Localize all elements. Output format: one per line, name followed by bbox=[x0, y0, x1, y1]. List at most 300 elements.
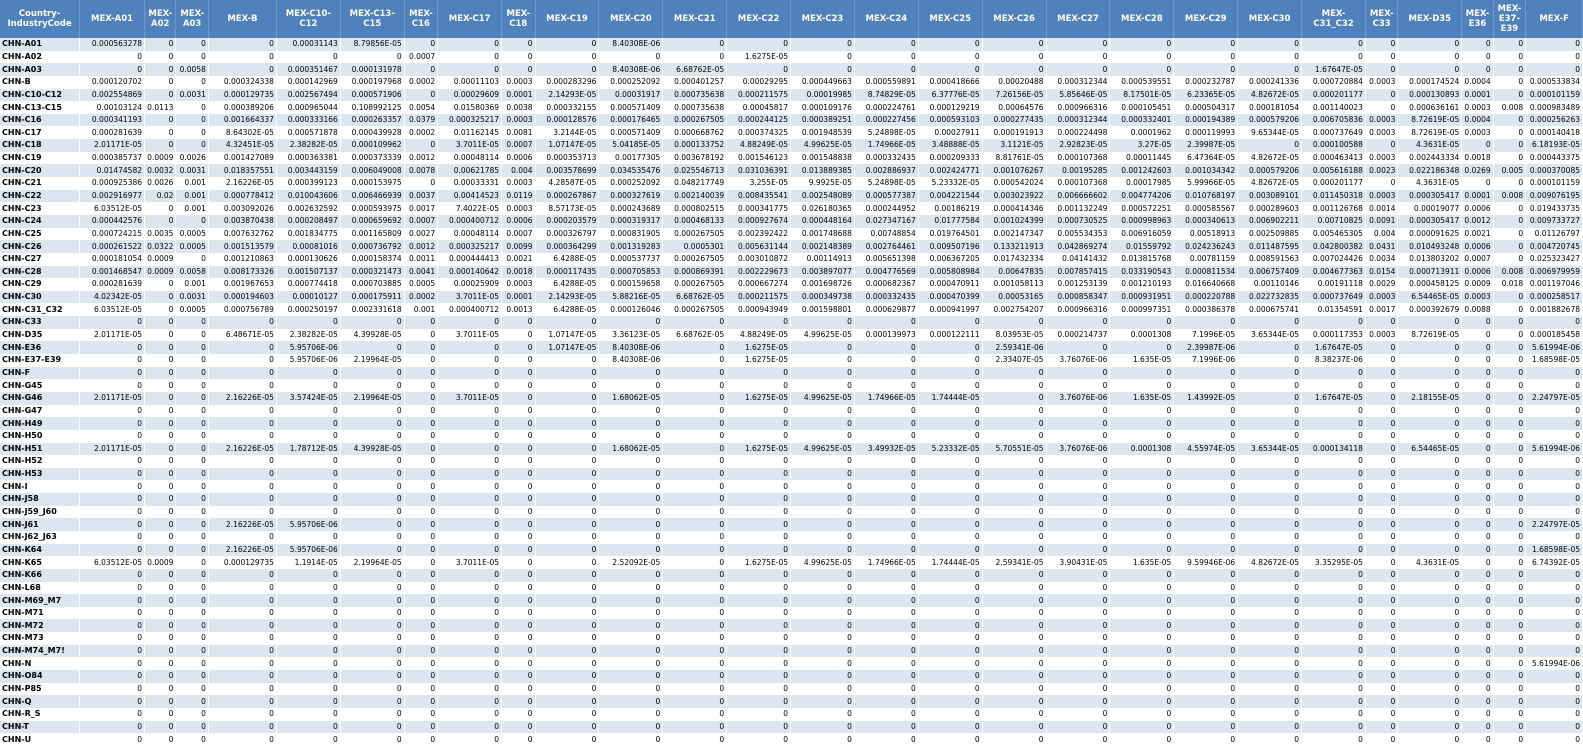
table-cell[interactable]: 0 bbox=[535, 379, 599, 392]
table-cell[interactable]: 0.042869274 bbox=[1046, 240, 1110, 253]
table-cell[interactable]: 0 bbox=[791, 708, 855, 721]
table-cell[interactable]: 0 bbox=[80, 417, 145, 430]
table-cell[interactable]: 0 bbox=[145, 443, 176, 456]
table-cell[interactable]: 0.000389206 bbox=[208, 101, 276, 114]
table-cell[interactable]: 0 bbox=[1462, 518, 1493, 531]
table-cell[interactable]: 0.000333166 bbox=[276, 114, 340, 127]
table-cell[interactable]: 0.000925386 bbox=[80, 177, 145, 190]
table-cell[interactable]: 2.16226E-05 bbox=[208, 443, 276, 456]
table-cell[interactable]: 0 bbox=[918, 544, 982, 557]
table-cell[interactable]: 0.0054 bbox=[404, 101, 438, 114]
table-cell[interactable]: 0 bbox=[1174, 695, 1238, 708]
table-cell[interactable]: 0 bbox=[1046, 721, 1110, 734]
table-cell[interactable]: 0 bbox=[1493, 556, 1525, 569]
table-cell[interactable]: 0 bbox=[727, 63, 791, 76]
table-cell[interactable]: 0 bbox=[1398, 544, 1462, 557]
table-cell[interactable]: 0 bbox=[854, 480, 918, 493]
table-cell[interactable]: 0 bbox=[791, 594, 855, 607]
table-cell[interactable]: 0 bbox=[791, 733, 855, 746]
table-cell[interactable]: 0 bbox=[502, 619, 536, 632]
table-cell[interactable]: 0 bbox=[1493, 632, 1525, 645]
table-cell[interactable]: 0.000351467 bbox=[276, 63, 340, 76]
table-cell[interactable]: 0 bbox=[854, 354, 918, 367]
row-label[interactable]: CHN-K66 bbox=[0, 569, 80, 582]
table-cell[interactable]: 0.000448164 bbox=[791, 215, 855, 228]
table-cell[interactable]: 0 bbox=[1174, 316, 1238, 329]
table-cell[interactable]: 0.000400712 bbox=[438, 303, 502, 316]
table-cell[interactable]: 0 bbox=[918, 619, 982, 632]
table-cell[interactable]: 0 bbox=[663, 493, 727, 506]
table-cell[interactable]: 0 bbox=[404, 329, 438, 342]
table-cell[interactable]: 0 bbox=[438, 51, 502, 64]
table-cell[interactable]: 0 bbox=[438, 379, 502, 392]
table-cell[interactable]: 0 bbox=[791, 417, 855, 430]
table-cell[interactable]: 0 bbox=[1493, 455, 1525, 468]
table-cell[interactable]: 0.000133752 bbox=[663, 139, 727, 152]
table-cell[interactable]: 0 bbox=[1110, 506, 1174, 519]
table-cell[interactable]: 0.011487595 bbox=[1238, 240, 1302, 253]
table-cell[interactable]: 0.0021 bbox=[502, 253, 536, 266]
table-cell[interactable]: 0 bbox=[918, 354, 982, 367]
table-cell[interactable]: 0 bbox=[1493, 367, 1525, 380]
table-cell[interactable]: 0.000400712 bbox=[438, 215, 502, 228]
table-cell[interactable]: 0.0004 bbox=[1462, 114, 1493, 127]
table-cell[interactable]: 0 bbox=[1462, 721, 1493, 734]
table-cell[interactable]: 0.0119 bbox=[502, 190, 536, 203]
table-cell[interactable]: 3.76076E-06 bbox=[1046, 392, 1110, 405]
table-cell[interactable]: 0 bbox=[80, 670, 145, 683]
table-cell[interactable]: 0 bbox=[918, 632, 982, 645]
table-cell[interactable]: 3.35295E-05 bbox=[1302, 556, 1366, 569]
table-cell[interactable]: 0 bbox=[145, 582, 176, 595]
table-cell[interactable]: 0.000965044 bbox=[276, 101, 340, 114]
row-label[interactable]: CHN-A01 bbox=[0, 38, 80, 51]
table-cell[interactable]: 0 bbox=[438, 670, 502, 683]
table-cell[interactable]: 4.82672E-05 bbox=[1238, 89, 1302, 102]
table-cell[interactable]: 0.001024399 bbox=[982, 215, 1046, 228]
table-cell[interactable]: 0 bbox=[80, 354, 145, 367]
table-cell[interactable]: 0 bbox=[1174, 405, 1238, 418]
table-cell[interactable]: 0 bbox=[599, 683, 663, 696]
table-cell[interactable]: 0.00025909 bbox=[438, 278, 502, 291]
table-cell[interactable]: 0 bbox=[502, 493, 536, 506]
table-cell[interactable]: 0.004677363 bbox=[1302, 266, 1366, 279]
row-label[interactable]: CHN-C25 bbox=[0, 228, 80, 241]
column-header[interactable]: MEX-E36 bbox=[1462, 0, 1493, 38]
table-cell[interactable]: 0 bbox=[854, 594, 918, 607]
table-cell[interactable]: 0 bbox=[176, 582, 208, 595]
table-cell[interactable]: 0.000267867 bbox=[535, 190, 599, 203]
table-cell[interactable]: 0.0005 bbox=[176, 240, 208, 253]
table-cell[interactable]: 0 bbox=[438, 695, 502, 708]
row-label[interactable]: CHN-C18 bbox=[0, 139, 80, 152]
table-cell[interactable]: 0.02 bbox=[145, 190, 176, 203]
table-cell[interactable]: 4.99625E-05 bbox=[791, 329, 855, 342]
table-cell[interactable]: 0.01474582 bbox=[80, 164, 145, 177]
table-cell[interactable]: 0.031036391 bbox=[727, 164, 791, 177]
table-cell[interactable]: 0 bbox=[1046, 645, 1110, 658]
table-cell[interactable]: 0 bbox=[1110, 341, 1174, 354]
table-cell[interactable]: 0 bbox=[145, 493, 176, 506]
row-label[interactable]: CHN-J59_J60 bbox=[0, 506, 80, 519]
row-label[interactable]: CHN-M71 bbox=[0, 607, 80, 620]
table-cell[interactable]: 0.000439928 bbox=[340, 126, 404, 139]
table-cell[interactable]: 0 bbox=[1462, 354, 1493, 367]
table-cell[interactable]: 0 bbox=[1046, 657, 1110, 670]
table-cell[interactable]: 0 bbox=[1462, 708, 1493, 721]
column-header[interactable]: MEX-C18 bbox=[502, 0, 536, 38]
table-cell[interactable]: 0 bbox=[340, 531, 404, 544]
table-cell[interactable]: 0 bbox=[1238, 493, 1302, 506]
column-header[interactable]: MEX-C19 bbox=[535, 0, 599, 38]
table-cell[interactable]: 0 bbox=[1365, 632, 1397, 645]
table-cell[interactable]: 0 bbox=[1493, 544, 1525, 557]
table-cell[interactable]: 0.0003 bbox=[1462, 126, 1493, 139]
table-cell[interactable]: 0 bbox=[208, 455, 276, 468]
table-cell[interactable]: 0 bbox=[1046, 51, 1110, 64]
table-cell[interactable]: 0 bbox=[918, 430, 982, 443]
table-cell[interactable]: 0 bbox=[1398, 506, 1462, 519]
table-cell[interactable]: 0 bbox=[176, 51, 208, 64]
table-cell[interactable]: 0 bbox=[535, 721, 599, 734]
table-cell[interactable]: 0 bbox=[176, 544, 208, 557]
table-cell[interactable]: 0.00103124 bbox=[80, 101, 145, 114]
column-header[interactable]: MEX-A02 bbox=[145, 0, 176, 38]
table-cell[interactable]: 0 bbox=[1462, 569, 1493, 582]
table-cell[interactable]: 0 bbox=[176, 607, 208, 620]
table-cell[interactable]: 0.001 bbox=[176, 177, 208, 190]
table-cell[interactable]: 0 bbox=[599, 645, 663, 658]
row-label[interactable]: CHN-D35 bbox=[0, 329, 80, 342]
table-cell[interactable]: 0.001548838 bbox=[791, 152, 855, 165]
table-cell[interactable]: 0.00019077 bbox=[1398, 202, 1462, 215]
table-cell[interactable]: 0 bbox=[1110, 594, 1174, 607]
table-cell[interactable]: 0 bbox=[502, 556, 536, 569]
table-cell[interactable]: 0 bbox=[1302, 657, 1366, 670]
table-cell[interactable]: 0 bbox=[1110, 455, 1174, 468]
table-cell[interactable]: 0.034535476 bbox=[599, 164, 663, 177]
table-cell[interactable]: 0.0007 bbox=[404, 51, 438, 64]
table-cell[interactable]: 0 bbox=[438, 405, 502, 418]
table-cell[interactable]: 0.000122111 bbox=[918, 329, 982, 342]
table-cell[interactable]: 0 bbox=[438, 594, 502, 607]
table-cell[interactable]: 0 bbox=[276, 695, 340, 708]
table-cell[interactable]: 0 bbox=[1462, 38, 1493, 51]
table-cell[interactable]: 0 bbox=[854, 632, 918, 645]
row-label[interactable]: CHN-C10-C12 bbox=[0, 89, 80, 102]
table-cell[interactable]: 0 bbox=[1174, 468, 1238, 481]
table-cell[interactable]: 0 bbox=[502, 51, 536, 64]
table-cell[interactable]: 0 bbox=[1398, 594, 1462, 607]
table-cell[interactable]: 0 bbox=[1398, 632, 1462, 645]
table-cell[interactable]: 0 bbox=[1238, 544, 1302, 557]
table-cell[interactable]: 0 bbox=[1302, 683, 1366, 696]
table-cell[interactable]: 0.000504317 bbox=[1174, 101, 1238, 114]
table-cell[interactable]: 0.001132249 bbox=[1046, 202, 1110, 215]
table-cell[interactable]: 0 bbox=[535, 405, 599, 418]
table-cell[interactable]: 0 bbox=[176, 354, 208, 367]
table-cell[interactable]: 0.033190543 bbox=[1110, 266, 1174, 279]
table-cell[interactable]: 0.006666602 bbox=[1046, 190, 1110, 203]
table-cell[interactable]: 0.007857415 bbox=[1046, 266, 1110, 279]
table-cell[interactable]: 0 bbox=[1526, 695, 1583, 708]
row-label[interactable]: CHN-T bbox=[0, 721, 80, 734]
table-cell[interactable]: 0 bbox=[854, 683, 918, 696]
table-cell[interactable]: 0 bbox=[208, 468, 276, 481]
table-cell[interactable]: 0.00177305 bbox=[599, 152, 663, 165]
table-cell[interactable]: 0 bbox=[1046, 468, 1110, 481]
table-cell[interactable]: 0 bbox=[1526, 405, 1583, 418]
table-cell[interactable]: 0 bbox=[1365, 619, 1397, 632]
table-cell[interactable]: 0 bbox=[1526, 506, 1583, 519]
table-cell[interactable]: 0 bbox=[1302, 708, 1366, 721]
table-cell[interactable]: 0 bbox=[599, 455, 663, 468]
table-cell[interactable]: 0 bbox=[727, 619, 791, 632]
table-cell[interactable]: 0 bbox=[1174, 367, 1238, 380]
table-cell[interactable]: 0.0006 bbox=[1462, 240, 1493, 253]
table-cell[interactable]: 0 bbox=[145, 89, 176, 102]
table-cell[interactable]: 0.000730525 bbox=[1046, 215, 1110, 228]
table-cell[interactable]: 0.000091625 bbox=[1398, 228, 1462, 241]
table-cell[interactable]: 0.000340613 bbox=[1174, 215, 1238, 228]
table-cell[interactable]: 0 bbox=[145, 430, 176, 443]
table-cell[interactable]: 0 bbox=[1238, 695, 1302, 708]
table-cell[interactable]: 0.000682367 bbox=[854, 278, 918, 291]
table-cell[interactable]: 0 bbox=[340, 51, 404, 64]
table-cell[interactable]: 0 bbox=[404, 139, 438, 152]
table-cell[interactable]: 0 bbox=[918, 594, 982, 607]
table-cell[interactable]: 4.99625E-05 bbox=[791, 443, 855, 456]
table-cell[interactable]: 0 bbox=[982, 367, 1046, 380]
table-cell[interactable]: 0 bbox=[1493, 468, 1525, 481]
column-header[interactable]: MEX-F bbox=[1526, 0, 1583, 38]
table-cell[interactable]: 0 bbox=[404, 506, 438, 519]
table-cell[interactable]: 0 bbox=[1493, 392, 1525, 405]
table-cell[interactable]: 0 bbox=[1493, 645, 1525, 658]
table-cell[interactable]: 0.0003 bbox=[1462, 291, 1493, 304]
table-cell[interactable]: 0.00019985 bbox=[791, 89, 855, 102]
table-cell[interactable]: 0 bbox=[1493, 733, 1525, 746]
table-cell[interactable]: 0.000312344 bbox=[1046, 114, 1110, 127]
table-cell[interactable]: 0 bbox=[1462, 695, 1493, 708]
table-cell[interactable]: 0 bbox=[918, 455, 982, 468]
table-cell[interactable]: 0 bbox=[1110, 38, 1174, 51]
table-cell[interactable]: 0 bbox=[982, 657, 1046, 670]
table-cell[interactable]: 0 bbox=[176, 417, 208, 430]
table-cell[interactable]: 0.000107368 bbox=[1046, 177, 1110, 190]
table-cell[interactable]: 0 bbox=[1046, 607, 1110, 620]
table-cell[interactable]: 0.001 bbox=[176, 202, 208, 215]
table-cell[interactable]: 0 bbox=[404, 354, 438, 367]
table-cell[interactable]: 0 bbox=[176, 733, 208, 746]
table-cell[interactable]: 0 bbox=[176, 480, 208, 493]
table-cell[interactable]: 0 bbox=[438, 493, 502, 506]
table-cell[interactable]: 0 bbox=[918, 645, 982, 658]
table-cell[interactable]: 0.000181054 bbox=[80, 253, 145, 266]
table-cell[interactable]: 0 bbox=[1174, 379, 1238, 392]
table-cell[interactable]: 0 bbox=[176, 392, 208, 405]
table-cell[interactable]: 0.0013 bbox=[502, 303, 536, 316]
table-cell[interactable]: 0.00621785 bbox=[438, 164, 502, 177]
table-cell[interactable]: 0.005616188 bbox=[1302, 164, 1366, 177]
table-cell[interactable]: 0 bbox=[1462, 645, 1493, 658]
table-cell[interactable]: 0 bbox=[599, 632, 663, 645]
table-cell[interactable]: 0 bbox=[1493, 126, 1525, 139]
table-cell[interactable]: 0 bbox=[663, 379, 727, 392]
table-cell[interactable]: 0 bbox=[404, 430, 438, 443]
column-header[interactable]: MEX-A03 bbox=[176, 0, 208, 38]
table-cell[interactable]: 0.001210193 bbox=[1110, 278, 1174, 291]
table-cell[interactable]: 0.009076195 bbox=[1526, 190, 1583, 203]
row-label[interactable]: CHN-C27 bbox=[0, 253, 80, 266]
table-cell[interactable]: 0 bbox=[1238, 657, 1302, 670]
table-cell[interactable]: 0 bbox=[438, 544, 502, 557]
table-cell[interactable]: 0 bbox=[145, 455, 176, 468]
table-cell[interactable]: 0 bbox=[791, 455, 855, 468]
table-cell[interactable]: 0 bbox=[1365, 379, 1397, 392]
table-cell[interactable]: 4.88249E-05 bbox=[727, 139, 791, 152]
table-cell[interactable]: 0.0012 bbox=[404, 240, 438, 253]
table-cell[interactable]: 0 bbox=[1493, 569, 1525, 582]
table-cell[interactable]: 0.000668762 bbox=[663, 126, 727, 139]
table-cell[interactable]: 0 bbox=[1526, 607, 1583, 620]
table-cell[interactable]: 0.04141432 bbox=[1046, 253, 1110, 266]
table-cell[interactable]: 1.68598E-05 bbox=[1526, 544, 1583, 557]
table-cell[interactable]: 0 bbox=[1110, 582, 1174, 595]
table-cell[interactable]: 0.000105451 bbox=[1110, 101, 1174, 114]
table-cell[interactable]: 0 bbox=[1462, 367, 1493, 380]
table-cell[interactable]: 0 bbox=[1493, 76, 1525, 89]
table-cell[interactable]: 0 bbox=[599, 594, 663, 607]
table-cell[interactable]: 0.027347167 bbox=[854, 215, 918, 228]
table-cell[interactable]: 0 bbox=[404, 607, 438, 620]
table-cell[interactable]: 0 bbox=[502, 582, 536, 595]
table-cell[interactable]: 0.0029 bbox=[1365, 278, 1397, 291]
table-cell[interactable]: 0.000869391 bbox=[663, 266, 727, 279]
table-cell[interactable]: 0.000244125 bbox=[727, 114, 791, 127]
table-cell[interactable]: 0.000139973 bbox=[854, 329, 918, 342]
table-cell[interactable]: 0 bbox=[1365, 480, 1397, 493]
column-header[interactable]: MEX-C25 bbox=[918, 0, 982, 38]
table-cell[interactable]: 0.00414523 bbox=[438, 190, 502, 203]
table-cell[interactable]: 0.002764461 bbox=[854, 240, 918, 253]
table-cell[interactable]: 0.000449663 bbox=[791, 76, 855, 89]
table-cell[interactable]: 0 bbox=[176, 531, 208, 544]
table-cell[interactable]: 0.001882678 bbox=[1526, 303, 1583, 316]
table-cell[interactable]: 0.000858347 bbox=[1046, 291, 1110, 304]
table-cell[interactable]: 0 bbox=[176, 215, 208, 228]
row-label[interactable]: CHN-M73 bbox=[0, 632, 80, 645]
table-cell[interactable]: 0.000385737 bbox=[80, 152, 145, 165]
table-cell[interactable]: 0.0007 bbox=[502, 228, 536, 241]
table-cell[interactable]: 0 bbox=[1302, 632, 1366, 645]
table-cell[interactable]: 0.000724215 bbox=[80, 228, 145, 241]
table-cell[interactable]: 0 bbox=[502, 367, 536, 380]
table-cell[interactable]: 0 bbox=[438, 468, 502, 481]
table-cell[interactable]: 0.000252092 bbox=[599, 177, 663, 190]
table-cell[interactable]: 0 bbox=[918, 379, 982, 392]
table-cell[interactable]: 0 bbox=[663, 405, 727, 418]
table-cell[interactable]: 0.005534353 bbox=[1046, 228, 1110, 241]
table-cell[interactable]: 2.39987E-05 bbox=[1174, 139, 1238, 152]
table-cell[interactable]: 0 bbox=[791, 480, 855, 493]
table-cell[interactable]: 0 bbox=[80, 316, 145, 329]
table-cell[interactable]: 0.000593975 bbox=[340, 202, 404, 215]
row-label[interactable]: CHN-A02 bbox=[0, 51, 80, 64]
table-cell[interactable]: 8.64302E-05 bbox=[208, 126, 276, 139]
table-cell[interactable]: 6.4288E-05 bbox=[535, 278, 599, 291]
table-cell[interactable]: 2.92823E-05 bbox=[1046, 139, 1110, 152]
table-cell[interactable]: 0.000283296 bbox=[535, 76, 599, 89]
row-label[interactable]: CHN-H51 bbox=[0, 443, 80, 456]
table-cell[interactable]: 0 bbox=[854, 645, 918, 658]
table-cell[interactable]: 0.000305417 bbox=[1398, 190, 1462, 203]
table-cell[interactable]: 0.001834775 bbox=[276, 228, 340, 241]
table-cell[interactable]: 0.001507137 bbox=[276, 266, 340, 279]
table-cell[interactable]: 0 bbox=[1493, 594, 1525, 607]
table-cell[interactable]: 0 bbox=[208, 51, 276, 64]
table-cell[interactable]: 0 bbox=[535, 594, 599, 607]
table-cell[interactable]: 0 bbox=[1238, 405, 1302, 418]
table-cell[interactable]: 0.0004 bbox=[1462, 76, 1493, 89]
table-cell[interactable]: 0.000735638 bbox=[663, 89, 727, 102]
table-cell[interactable]: 0.007632762 bbox=[208, 228, 276, 241]
table-cell[interactable]: 0 bbox=[340, 721, 404, 734]
table-cell[interactable]: 0 bbox=[145, 518, 176, 531]
table-cell[interactable]: 0.000197968 bbox=[340, 76, 404, 89]
row-label[interactable]: CHN-C23 bbox=[0, 202, 80, 215]
row-label[interactable]: CHN-A03 bbox=[0, 63, 80, 76]
table-cell[interactable]: 0.0037 bbox=[404, 190, 438, 203]
table-cell[interactable]: 0 bbox=[208, 341, 276, 354]
table-cell[interactable]: 0 bbox=[176, 657, 208, 670]
row-label[interactable]: CHN-C20 bbox=[0, 164, 80, 177]
table-cell[interactable]: 8.40308E-06 bbox=[599, 63, 663, 76]
table-cell[interactable]: 0 bbox=[599, 695, 663, 708]
table-cell[interactable]: 0 bbox=[1493, 38, 1525, 51]
table-cell[interactable]: 0.004221544 bbox=[918, 190, 982, 203]
table-cell[interactable]: 0.000194603 bbox=[208, 291, 276, 304]
table-cell[interactable]: 0 bbox=[982, 594, 1046, 607]
table-cell[interactable]: 0 bbox=[1398, 582, 1462, 595]
table-cell[interactable]: 0 bbox=[1493, 89, 1525, 102]
table-cell[interactable]: 0.00031143 bbox=[276, 38, 340, 51]
table-cell[interactable]: 2.19964E-05 bbox=[340, 392, 404, 405]
table-cell[interactable]: 0.0018 bbox=[1462, 152, 1493, 165]
table-cell[interactable]: 0.003897077 bbox=[791, 266, 855, 279]
table-cell[interactable]: 0 bbox=[1462, 683, 1493, 696]
table-cell[interactable]: 0 bbox=[535, 657, 599, 670]
table-cell[interactable]: 0 bbox=[208, 645, 276, 658]
table-cell[interactable]: 0 bbox=[535, 316, 599, 329]
table-cell[interactable]: 0 bbox=[535, 632, 599, 645]
table-cell[interactable]: 0.01580369 bbox=[438, 101, 502, 114]
table-cell[interactable]: 0 bbox=[438, 341, 502, 354]
table-cell[interactable]: 0 bbox=[663, 367, 727, 380]
table-cell[interactable]: 0 bbox=[208, 63, 276, 76]
table-cell[interactable]: 0 bbox=[404, 544, 438, 557]
table-cell[interactable]: 0 bbox=[1110, 405, 1174, 418]
table-cell[interactable]: 0.022732835 bbox=[1238, 291, 1302, 304]
table-cell[interactable]: 0 bbox=[80, 645, 145, 658]
table-cell[interactable]: 0 bbox=[854, 379, 918, 392]
table-cell[interactable]: 0 bbox=[854, 493, 918, 506]
table-cell[interactable]: 0 bbox=[1398, 417, 1462, 430]
table-cell[interactable]: 2.38282E-05 bbox=[276, 139, 340, 152]
table-cell[interactable]: 0 bbox=[663, 468, 727, 481]
table-cell[interactable]: 0 bbox=[1302, 721, 1366, 734]
table-cell[interactable]: 0.005651398 bbox=[854, 253, 918, 266]
